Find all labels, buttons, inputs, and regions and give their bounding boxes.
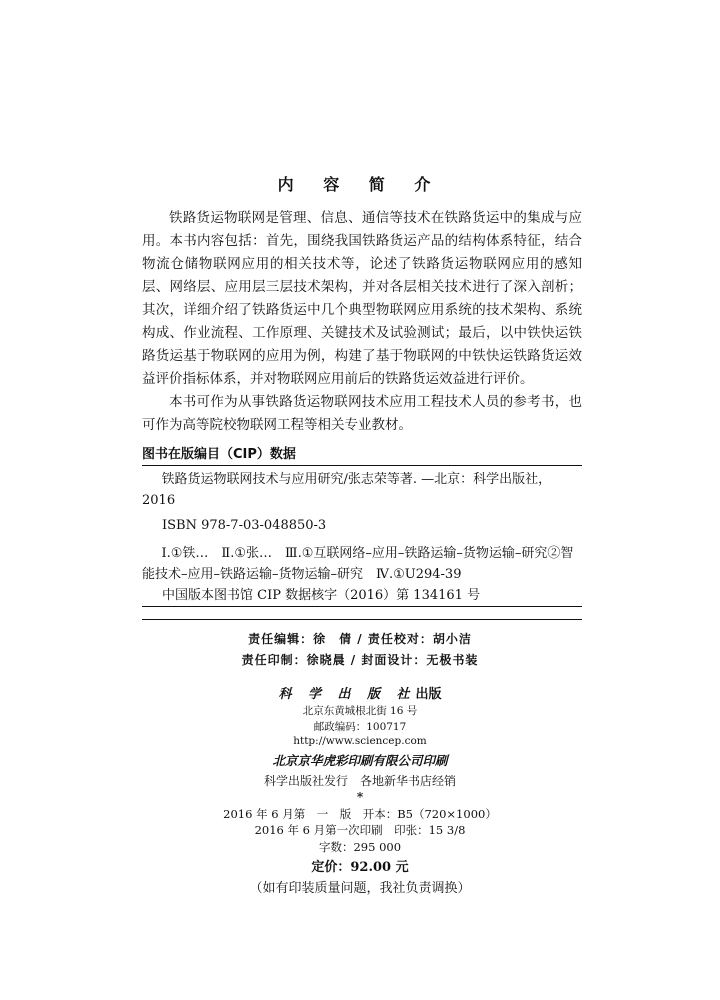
publisher-suffix: 出版 — [415, 687, 442, 702]
quality-notice: （如有印装质量问题，我社负责调换） — [249, 881, 471, 896]
cip-classification: Ⅰ.①铁… Ⅱ.①张… Ⅲ.①互联网络–应用–铁路运输–货物运输–研究②智能技术–应用–铁路运输–货物运输–研究 Ⅳ.①U294-39 — [142, 546, 574, 582]
cip-check-number: 中国版本图书馆 CIP 数据核字（2016）第 134161 号 — [162, 588, 481, 603]
divider-rule — [142, 465, 582, 466]
publisher-zip: 邮政编码：100717 — [313, 721, 407, 733]
cip-heading: 图书在版编目（CIP）数据 — [142, 447, 296, 462]
divider-rule — [142, 606, 582, 607]
publisher-url: http://www.sciencep.com — [293, 735, 427, 747]
publisher-address: 北京东黄城根北街 16 号 — [302, 705, 418, 717]
price: 定价：92.00 元 — [311, 860, 409, 875]
print-info: 2016 年 6 月第一次印刷 印张：15 3/8 — [254, 823, 466, 837]
publisher-name: 科 学 出 版 社 — [278, 687, 416, 702]
cip-isbn: ISBN 978-7-03-048850-3 — [162, 518, 327, 533]
intro-title: 内 容 简 介 — [277, 175, 443, 194]
editor-credits-1: 责任编辑：徐 倩 / 责任校对：胡小洁 — [248, 632, 472, 646]
word-count: 字数：295 000 — [318, 840, 402, 854]
intro-body — [142, 207, 582, 437]
printer-line: 北京京华虎彩印刷有限公司印刷 — [272, 753, 448, 768]
edition-info: 2016 年 6 月第 一 版 开本：B5（720×1000） — [223, 807, 497, 821]
intro-paragraph-2: 本书可作为从事铁路货运物联网技术应用工程技术人员的参考书，也可作为高等院校物联网工程等相关专业教材。 — [142, 394, 582, 433]
distribution-line: 科学出版社发行 各地新华书店经销 — [263, 774, 456, 788]
divider-rule — [142, 619, 582, 620]
separator-star: * — [356, 790, 364, 804]
cip-title-line: 铁路货运物联网技术与应用研究/张志荣等著. —北京：科学出版社，2016 — [142, 472, 552, 508]
publisher-line — [0, 683, 720, 702]
editor-credits-2: 责任印制：徐晓晨 / 封面设计：无极书装 — [241, 653, 479, 667]
intro-paragraph-1: 铁路货运物联网是管理、信息、通信等技术在铁路货运中的集成与应用。本书内容包括：首先，围绕我国铁路货运产品的结构体系特征，结合物流仓储物联网应用的相关技术等，论述了铁路货运物联网应用的感知层、网络层、应用层三层技术架构，并对各层相关技术进行了深入剖析；其次，详细介绍了铁路货运中几个典型物联网应用系统的技术架构、系统构成、作业流程、工作原理、关键技术及试验测试；最后，以中铁快运铁路货运基于物联网的应用为例，构建了基于物联网的中铁快运铁路货运效益评价指标体系，并对物联网应用前后的铁路货运效益进行评价。 — [142, 210, 582, 387]
